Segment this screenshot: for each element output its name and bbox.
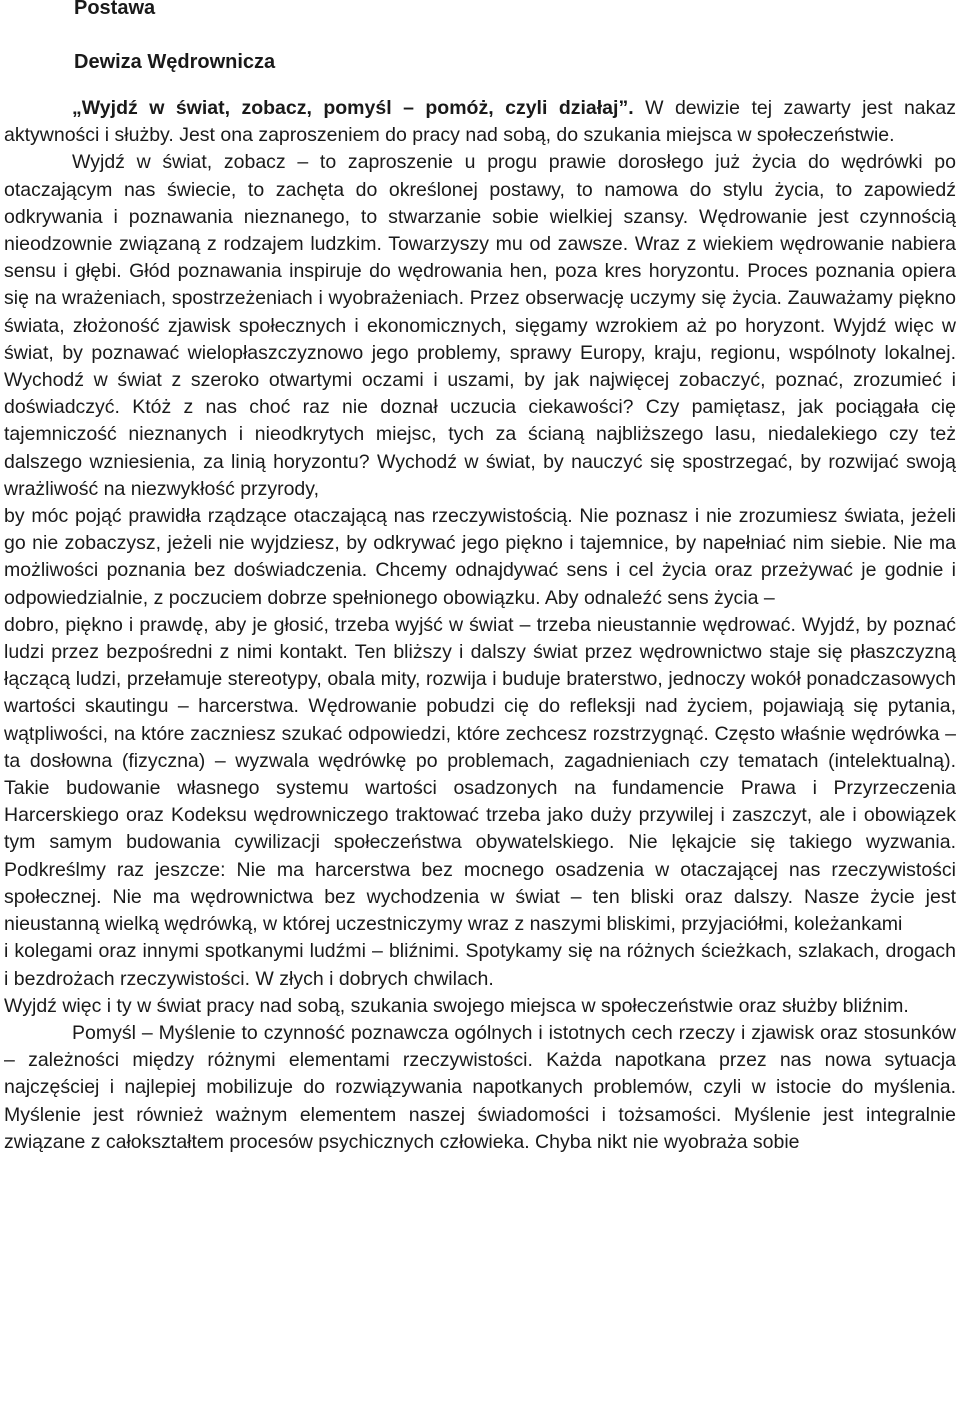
motto-rest: W dewizie tej zawarty jest nakaz aktywności i służby. Jest ona zaproszeniem do pracy nad sobą, do szukania miejsca w społeczeństwie. <box>4 97 956 147</box>
paragraph-5: Wyjdź więc i ty w świat pracy nad sobą, szukania swojego miejsca w społeczeństwie oraz służby bliźnim. <box>4 994 909 1017</box>
subsection-title: Dewiza Wędrownicza <box>74 51 276 73</box>
paragraph-3: dobro, piękno i prawdę, aby je głosić, trzeba wyjść w świat – trzeba nieustannie wędrować. Wyjdź, by poznać ludzi przez bezpośredni z nimi kontakt. Ten bliższy i dalszy świat przez wędrownictwo staje się płaszczyzną łączącą ludzi, przełamuje stereotypy, obala mity, rozwija i buduje braterstwo, jednoczy wokół ponadczasowych wartości skautingu – harcerstwa. Wędrowanie pobudzi cię do refleksji nad życiem, pojawiają się pytania, wątpliwości, na które zaczniesz szukać odpowiedzi, które zechcesz rozstrzygnąć. Często właśnie wędrówka – ta dosłowna (fizyczna) – wyzwala wędrówkę po problemach, zagadnieniach czy tematach (intelektualną). Takie budowanie własnego systemu wartości osadzonych na fundamencie Prawa i Przyrzeczenia Harcerskiego oraz Kodeksu wędrowniczego traktować trzeba jako duży przywilej i zaszczyt, ale i obowiązek tym samym budowania cywilizacji społeczeństwa obywatelskiego. Nie lękajcie się takiego wyzwania. Podkreślmy raz jeszcze: Nie ma harcerstwa bez mocnego osadzenia w otaczającej nas rzeczywistości społecznej. Nie ma wędrownictwa bez wychodzenia w świat – ten bliski oraz dalszy. Nasze życie jest nieustanną wielką wędrówką, w której uczestniczymy wraz z naszymi bliskimi, przyjaciółmi, koleżankami <box>4 613 956 936</box>
paragraph-4: i kolegami oraz innymi spotkanymi ludźmi – bliźnimi. Spotykamy się na różnych ścieżkach, szlakach, drogach i bezdrożach rzeczywistości. W złych i dobrych chwilach. <box>4 940 956 990</box>
paragraph-2: by móc pojąć prawidła rządzące otaczającą nas rzeczywistością. Nie poznasz i nie zrozumiesz świata, jeżeli go nie zobaczysz, jeżeli nie wyjdziesz, by odkrywać jego piękno i tajemnice, by napełniać nim siebie. Nie ma możliwości poznania bez doświadczenia. Chcemy odnajdywać sens i cel życia oraz przeżywać je godnie i odpowiedzialnie, z poczuciem dobrze spełnionego obowiązku. Aby odnaleźć sens życia – <box>4 505 956 609</box>
section-title: Postawa <box>74 0 156 19</box>
motto-quote: „Wyjdź w świat, zobacz, pomyśl – pomóż, czyli działaj”. <box>72 97 634 119</box>
motto-paragraph <box>4 95 956 149</box>
paragraph-1: Wyjdź w świat, zobacz – to zaproszenie u progu prawie dorosłego już życia do wędrówki po otaczającym nas świecie, to zachęta do określonej postawy, to namowa do stylu życia, to zapowiedź odkrywania i poznawania nieznanego, to stwarzanie sobie wielkiej szansy. Wędrowanie jest czynnością nieodzownie związaną z rodzajem ludzkim. Towarzyszy mu od zawsze. Wraz z wiekiem wędrowanie nabiera sensu i głębi. Głód poznawania inspiruje do wędrowania hen, poza kres horyzontu. Proces poznania opiera się na wrażeniach, spostrzeżeniach i wyobrażeniach. Przez obserwację uczymy się życia. Zauważamy piękno świata, złożoność zjawisk społecznych i ekonomicznych, sięgamy wzrokiem aż po horyzont. Wyjdź więc w świat, by poznawać wielopłaszczyznowo jego problemy, sprawy Europy, kraju, regionu, wspólnoty lokalnej. Wychodź w świat z szeroko otwartymi oczami i uszami, by jak najwięcej zobaczyć, poznać, zrozumieć i doświadczyć. Któż z nas choć raz nie doznał uczucia ciekawości? Czy pamiętasz, jak pociągała cię tajemniczość nieznanych i nieodkrytych miejsc, tych za ścianą najbliższego lasu, niedalekiego czy też dalszego wzniesienia, za linią horyzontu? Wychodź w świat, by nauczyć się spostrzegać, by rozwijać swoją wrażliwość na niezwykłość przyrody, <box>4 151 956 500</box>
paragraph-6: Pomyśl – Myślenie to czynność poznawcza ogólnych i istotnych cech rzeczy i zjawisk oraz stosunków – zależności między różnymi elementami rzeczywistości. Każda napotkana przez nas nowa sytuacja najczęściej i najlepiej mobilizuje do rozwiązywania napotkanych problemów, czyli w istocie do myślenia. Myślenie jest również ważnym elementem naszej świadomości i tożsamości. Myślenie jest integralnie związane z całokształtem procesów psychicznych człowieka. Chyba nikt nie wyobraża sobie <box>4 1021 956 1153</box>
